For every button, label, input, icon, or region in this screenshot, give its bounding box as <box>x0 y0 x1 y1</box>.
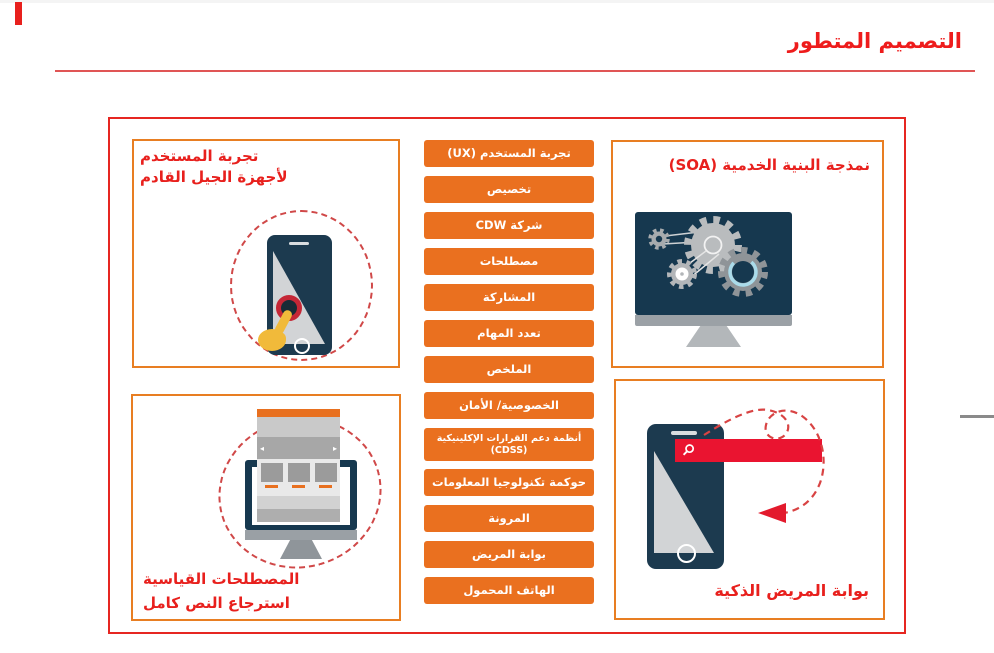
pill-button-label: تجربة المستخدم (UX) <box>447 145 571 160</box>
carousel-left-icon: ◂ <box>260 443 265 453</box>
hand-pointer-icon <box>255 307 301 353</box>
pill-button-label: الملخص <box>486 361 532 376</box>
pill-button-label: أنظمة دعم القرارات الإكلينيكية <box>436 433 582 445</box>
monitor-stand <box>686 326 741 347</box>
pill-button <box>424 320 594 347</box>
card-underline <box>265 485 278 488</box>
pill-button-label: بوابة المريض <box>472 546 546 561</box>
red-corner-tick <box>15 2 22 25</box>
carousel-right-icon: ▸ <box>332 443 337 453</box>
webpage-sheet <box>257 409 340 522</box>
box-user-experience <box>132 139 400 368</box>
terminology-caption <box>143 567 299 615</box>
pill-button-label: الخصوصية/ الأمان <box>459 397 559 412</box>
pill-button-label: حوكمة تكنولوجيا المعلومات <box>432 474 586 489</box>
card-underline <box>292 485 305 488</box>
pill-button-label: الهاتف المحمول <box>463 582 555 597</box>
sheet-cards-band <box>257 459 340 496</box>
pill-button <box>424 541 594 568</box>
pill-button <box>424 248 594 275</box>
pill-button <box>424 392 594 419</box>
sheet-header-bar <box>257 409 340 417</box>
terminology-caption-line2: استرجاع النص كامل <box>143 594 290 612</box>
card-underline <box>319 485 332 488</box>
user-experience-title-line2: لأجهزة الجيل القادم <box>140 168 288 186</box>
feature-buttons-column <box>424 140 594 613</box>
box-patient-portal <box>614 379 885 620</box>
pill-button <box>424 428 594 461</box>
sheet-footer-band <box>257 509 340 522</box>
dashed-route-arrow <box>616 381 883 618</box>
card-thumbnail <box>261 463 283 482</box>
monitor-screen <box>635 212 792 315</box>
monitor-bezel <box>635 315 792 326</box>
terminology-caption-line1: المصطلحات القياسية <box>143 570 300 588</box>
pill-button-label: تخصيص <box>486 181 532 196</box>
right-edge-dash <box>960 415 994 418</box>
pill-button-sublabel: (CDSS) <box>490 444 528 456</box>
pill-button <box>424 356 594 383</box>
pill-button <box>424 469 594 496</box>
pill-button <box>424 212 594 239</box>
user-experience-title <box>140 146 288 188</box>
pill-button <box>424 505 594 532</box>
sheet-carousel-band <box>257 437 340 459</box>
pill-button-label: المشاركة <box>482 289 536 304</box>
pill-button <box>424 140 594 167</box>
pill-button <box>424 577 594 604</box>
monitor-bezel <box>245 530 357 540</box>
window-top-edge <box>0 0 994 3</box>
page-title: التصميم المتطور <box>787 29 962 53</box>
box-standard-terminology <box>131 394 401 621</box>
sheet-band <box>257 496 340 509</box>
phone-speaker <box>289 242 309 245</box>
user-experience-title-line1: تجربة المستخدم <box>140 147 259 165</box>
pill-button <box>424 284 594 311</box>
arrow-left-icon <box>758 503 786 523</box>
card-thumbnail <box>315 463 337 482</box>
pill-button <box>424 176 594 203</box>
box-soa-modeling <box>611 140 884 368</box>
pill-button-label: مصطلحات <box>479 253 539 268</box>
smartphone-illustration <box>267 235 332 355</box>
sheet-band <box>257 417 340 437</box>
card-thumbnail <box>288 463 310 482</box>
soa-title: نمذجة البنية الخدمية (SOA) <box>668 156 870 174</box>
pill-button-label: تعدد المهام <box>477 325 541 340</box>
gears-icon <box>635 212 792 315</box>
pill-button-label: المرونة <box>488 510 530 525</box>
title-underline <box>55 70 975 72</box>
patient-portal-caption: بوابة المريض الذكية <box>714 581 869 600</box>
pill-button-label: شركة CDW <box>475 217 543 232</box>
